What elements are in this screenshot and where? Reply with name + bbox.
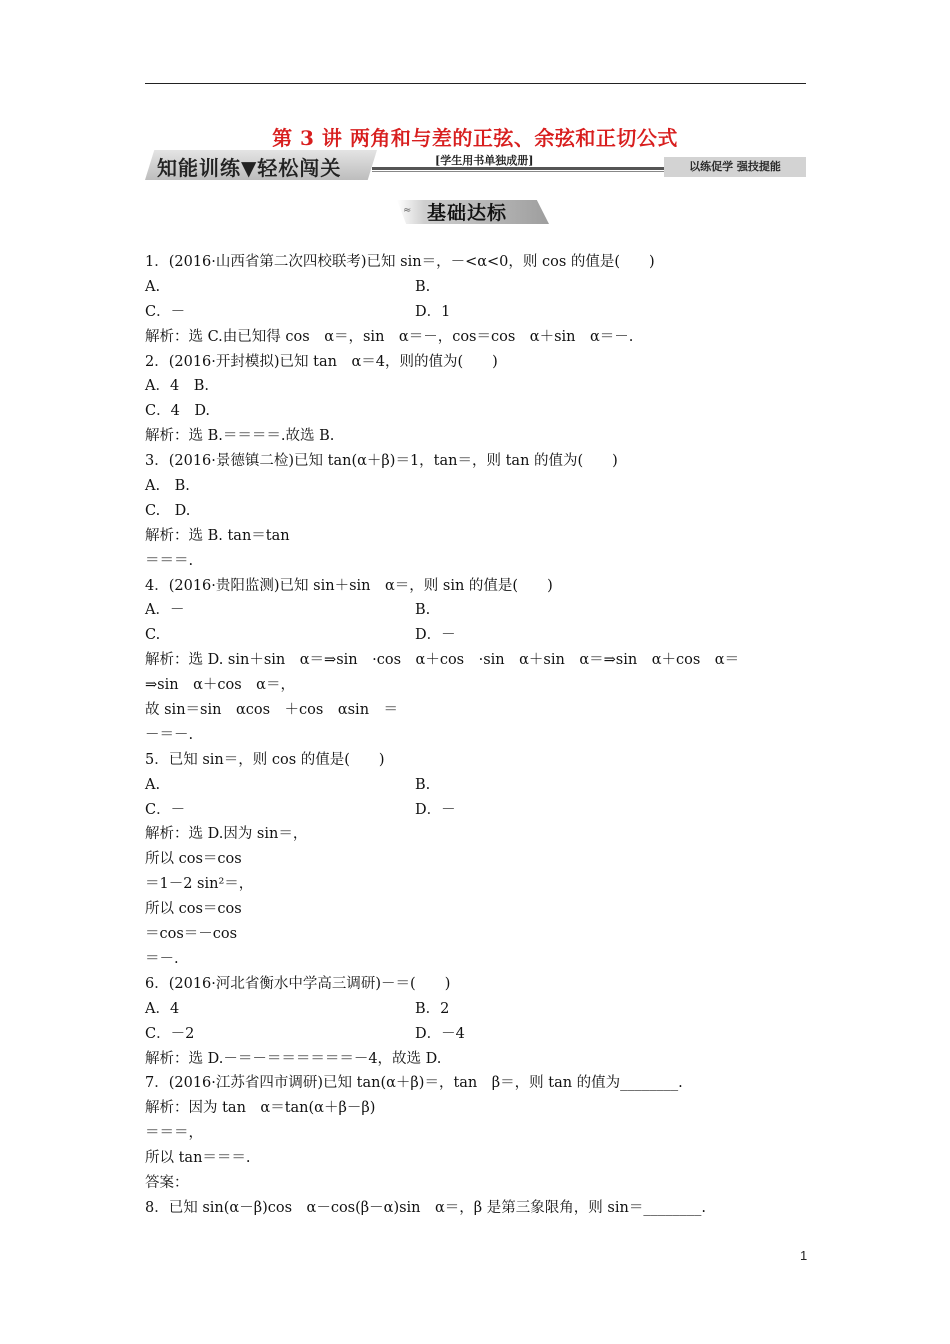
line-text: 1．(2016·山西省第二次四校联考)已知 sin＝，－<α<0，则 cos 的值是( ) bbox=[145, 254, 655, 270]
text-line bbox=[145, 424, 810, 449]
line-text: ＝＝＝. bbox=[145, 552, 194, 569]
text-line bbox=[145, 1171, 810, 1196]
line-text: 所以 cos＝cos bbox=[145, 901, 242, 918]
text-line bbox=[145, 499, 810, 524]
line-option-right: D．－4 bbox=[415, 1025, 465, 1042]
text-line bbox=[145, 822, 810, 847]
text-line bbox=[145, 374, 810, 399]
line-option-right: B. bbox=[415, 602, 431, 619]
text-line bbox=[145, 399, 810, 424]
line-text: －＝－. bbox=[145, 726, 194, 743]
text-line bbox=[145, 698, 810, 723]
text-line bbox=[145, 1096, 810, 1121]
line-text: C．4 D. bbox=[145, 403, 211, 420]
line-option-right: B. bbox=[415, 776, 431, 793]
line-text: 2．(2016·开封模拟)已知 tan α＝4，则的值为( ) bbox=[145, 353, 498, 370]
line-option-right: D．－ bbox=[415, 627, 456, 644]
text-line bbox=[145, 997, 810, 1022]
text-line bbox=[145, 1146, 810, 1171]
line-text: 解析：选 D. sin＋sin α＝⇒sin ·cos α＋cos ·sin α＋sin α＝⇒sin α＋cos α＝ bbox=[145, 652, 740, 669]
line-text: 解析：选 D.－＝－＝＝＝＝＝＝－4，故选 D. bbox=[145, 1050, 442, 1067]
line-text: A．4 B. bbox=[145, 378, 209, 395]
text-line bbox=[145, 648, 810, 673]
line-text: A. bbox=[145, 776, 161, 793]
text-line bbox=[145, 872, 810, 897]
line-text: C. D. bbox=[145, 502, 191, 519]
text-line bbox=[145, 300, 810, 325]
lesson-title: 第 3 讲 两角和与差的正弦、余弦和正切公式 bbox=[272, 126, 678, 150]
line-text: C．－ bbox=[145, 801, 186, 818]
line-text: 解析：选 B.＝＝＝＝.故选 B. bbox=[145, 428, 335, 445]
line-text: C．－2 bbox=[145, 1025, 195, 1042]
section-decoration-icon: ≈ bbox=[403, 205, 412, 216]
line-text: 解析：选 D.因为 sin＝， bbox=[145, 826, 308, 843]
header-rule bbox=[145, 83, 806, 84]
text-line bbox=[145, 1121, 810, 1146]
line-text: 5．已知 sin＝，则 cos 的值是( ) bbox=[145, 751, 385, 768]
line-text: 6．(2016·河北省衡水中学高三调研)－＝( ) bbox=[145, 975, 451, 992]
text-line bbox=[145, 723, 810, 748]
banner bbox=[145, 150, 377, 180]
line-text: 故 sin＝sin αcos ＋cos αsin ＝ bbox=[145, 702, 399, 719]
line-text: 3．(2016·景德镇二检)已知 tan(α＋β)＝1，tan＝，则 tan 的值为( ) bbox=[145, 453, 618, 470]
text-line bbox=[145, 574, 810, 599]
line-text: 7．(2016·江苏省四市调研)已知 tan(α＋β)＝，tan β＝，则 tan 的值为________. bbox=[145, 1075, 683, 1092]
line-text: C．－ bbox=[145, 303, 186, 320]
text-line bbox=[145, 673, 810, 698]
text-line bbox=[145, 474, 810, 499]
text-line bbox=[145, 947, 810, 972]
text-line bbox=[145, 798, 810, 823]
text-line bbox=[145, 972, 810, 997]
text-line bbox=[145, 524, 810, 549]
banner-text: 知能训练▼轻松闯关 bbox=[157, 156, 342, 180]
line-option-right: B. bbox=[415, 278, 431, 295]
text-line bbox=[145, 897, 810, 922]
text-line bbox=[145, 773, 810, 798]
text-line bbox=[145, 325, 810, 350]
text-line bbox=[145, 1071, 810, 1096]
line-text: ⇒sin α＋cos α＝， bbox=[145, 677, 295, 694]
line-text: 所以 cos＝cos bbox=[145, 851, 242, 868]
line-text: A．－ bbox=[145, 602, 185, 619]
page-number: 1 bbox=[800, 1248, 808, 1263]
line-text: A. bbox=[145, 278, 161, 295]
line-text: 解析：因为 tan α＝tan(α＋β－β) bbox=[145, 1100, 376, 1117]
text-line bbox=[145, 922, 810, 947]
text-line bbox=[145, 250, 810, 275]
line-text: ＝－. bbox=[145, 950, 179, 967]
exercise-content bbox=[145, 250, 810, 1221]
line-option-right: D．1 bbox=[415, 303, 451, 320]
section-heading bbox=[397, 198, 549, 226]
booklet-note: [学生用书单独成册] bbox=[435, 154, 534, 167]
text-line bbox=[145, 350, 810, 375]
section-title: 基础达标 bbox=[427, 202, 508, 224]
text-line bbox=[145, 1047, 810, 1072]
text-line bbox=[145, 598, 810, 623]
text-line bbox=[145, 1022, 810, 1047]
text-line bbox=[145, 847, 810, 872]
line-option-right: D．－ bbox=[415, 801, 456, 818]
text-line bbox=[145, 623, 810, 648]
line-text: ＝＝＝， bbox=[145, 1125, 203, 1142]
line-text: 解析：选 C.由已知得 cos α＝，sin α＝－，cos＝cos α＋sin α＝－. bbox=[145, 328, 634, 345]
text-line bbox=[145, 549, 810, 574]
line-text: ＝cos＝－cos bbox=[145, 926, 238, 943]
text-line bbox=[145, 748, 810, 773]
line-text: C. bbox=[145, 627, 161, 644]
line-text: 4．(2016·贵阳监测)已知 sin＋sin α＝，则 sin 的值是( ) bbox=[145, 577, 553, 594]
text-line bbox=[145, 1196, 810, 1221]
line-text: 所以 tan＝＝＝. bbox=[145, 1150, 251, 1167]
text-line bbox=[145, 449, 810, 474]
line-text: 8．已知 sin(α－β)cos α－cos(β－α)sin α＝，β 是第三象限角，则 sin＝________. bbox=[145, 1199, 706, 1216]
line-text: A. B. bbox=[145, 478, 190, 495]
right-tag: 以练促学 强技提能 bbox=[664, 157, 806, 177]
text-line bbox=[145, 275, 810, 300]
line-option-right: B．2 bbox=[415, 1000, 450, 1017]
line-text: 解析：选 B. tan＝tan bbox=[145, 527, 290, 544]
line-text: ＝1－2 sin²＝， bbox=[145, 876, 254, 893]
line-text: A．4 bbox=[145, 1000, 180, 1017]
line-text: 答案： bbox=[145, 1174, 189, 1191]
